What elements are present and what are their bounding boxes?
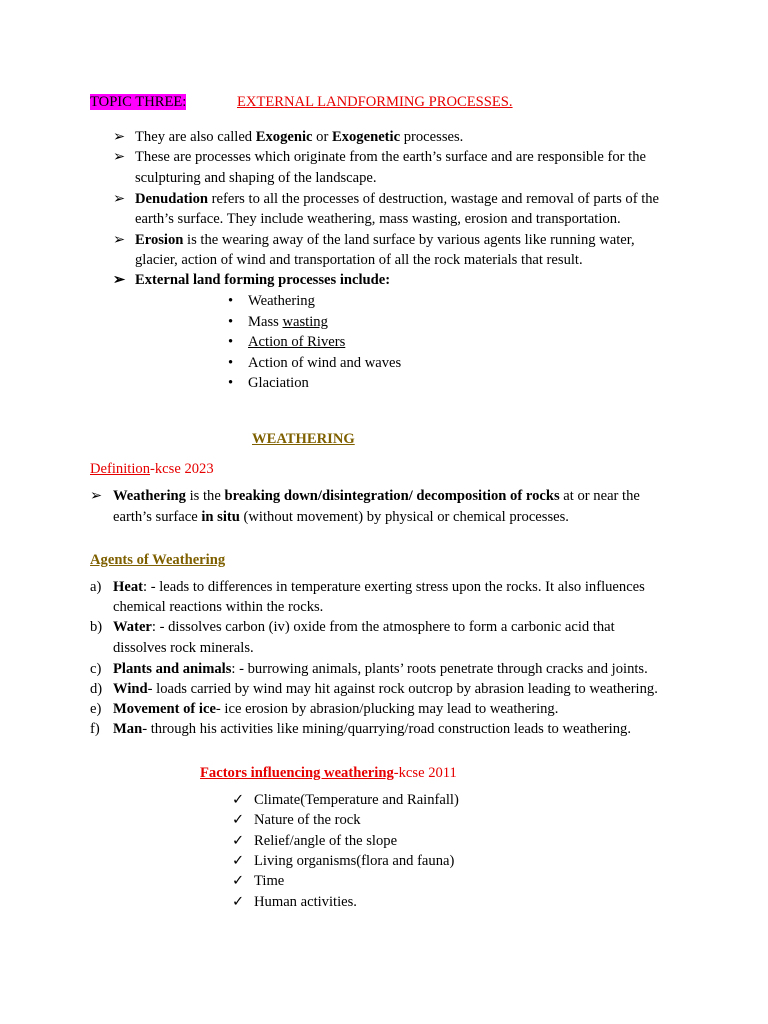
list-marker: a) [90,579,102,595]
arrow-bullet-icon: ➢ [113,232,126,248]
agent-item-water: Water: - dissolves carbon (iv) oxide from the atmosphere to form a carbonic acid that [113,619,615,635]
factor-item: Climate(Temperature and Rainfall) [254,792,459,808]
process-item: Weathering [248,293,315,309]
dot-bullet-icon: • [228,293,234,309]
checkmark-icon: ✓ [232,792,245,808]
agent-item-heat: Heat: - leads to differences in temperature exerting stress upon the rocks. It also influences [113,579,645,595]
intro-item-2-line-2: sculpturing and shaping of the landscape. [135,170,377,186]
factor-item: Human activities. [254,894,357,910]
list-marker: e) [90,701,102,717]
dot-bullet-icon: • [228,355,234,371]
intro-item-3-line-1: Denudation refers to all the processes of destruction, wastage and removal of parts of the [135,191,660,207]
factor-item: Living organisms(flora and fauna) [254,853,455,869]
checkmark-icon: ✓ [232,833,245,849]
agent-item-ice: Movement of ice- ice erosion by abrasion/plucking may lead to weathering. [113,701,559,717]
intro-item-4-line-1: Erosion is the wearing away of the land surface by various agents like running water, [135,232,635,248]
agents-heading: Agents of Weathering [90,552,226,568]
arrow-bullet-icon: ➢ [113,191,126,207]
definition-line-1: Weathering is the breaking down/disintegration/ decomposition of rocks at or near the [113,488,640,504]
arrow-bullet-icon: ➢ [113,272,126,288]
arrow-bullet-icon: ➢ [113,149,126,165]
dot-bullet-icon: • [228,375,234,391]
weathering-heading: WEATHERING [252,431,355,447]
intro-item-3-line-2: earth’s surface. They include weathering, mass wasting, erosion and transportation. [135,211,621,227]
checkmark-icon: ✓ [232,853,245,869]
definition-label: Definition-kcse 2023 [90,461,214,477]
agent-item-man: Man- through his activities like mining/quarrying/road construction leads to weathering. [113,721,631,737]
list-marker: c) [90,661,102,677]
topic-label: TOPIC THREE: [90,94,187,110]
factor-item: Time [254,873,285,889]
factors-heading: Factors influencing weathering-kcse 2011 [200,765,457,781]
dot-bullet-icon: • [228,334,234,350]
list-marker: f) [90,721,100,737]
intro-item-1: They are also called Exogenic or Exogenetic processes. [135,129,464,145]
intro-item-4-line-2: glacier, action of wind and transportation of all the rock materials that result. [135,252,583,268]
definition-line-2: earth’s surface in situ (without movement) by physical or chemical processes. [113,509,569,525]
checkmark-icon: ✓ [232,873,245,889]
list-marker: d) [90,681,103,697]
agent-item-water-line-2: dissolves rock minerals. [113,640,254,656]
arrow-bullet-icon: ➢ [90,488,103,504]
process-item: Glaciation [248,375,309,391]
process-item: Action of wind and waves [248,355,402,371]
process-item: Action of Rivers [248,334,346,350]
intro-item-5: External land forming processes include: [135,272,391,288]
factor-item: Relief/angle of the slope [254,833,398,849]
checkmark-icon: ✓ [232,894,245,910]
factor-item: Nature of the rock [254,812,361,828]
agent-item-plants: Plants and animals: - burrowing animals, plants’ roots penetrate through cracks and joints. [113,661,648,677]
list-marker: b) [90,619,103,635]
arrow-bullet-icon: ➢ [113,129,126,145]
checkmark-icon: ✓ [232,812,245,828]
page-title: EXTERNAL LANDFORMING PROCESSES. [237,94,513,110]
agent-item-wind: Wind- loads carried by wind may hit against rock outcrop by abrasion leading to weathering. [113,681,658,697]
process-item: Mass wasting [248,314,328,330]
intro-item-2-line-1: These are processes which originate from the earth’s surface and are responsible for the [135,149,646,165]
dot-bullet-icon: • [228,314,234,330]
agent-item-heat-line-2: chemical reactions within the rocks. [113,599,324,615]
